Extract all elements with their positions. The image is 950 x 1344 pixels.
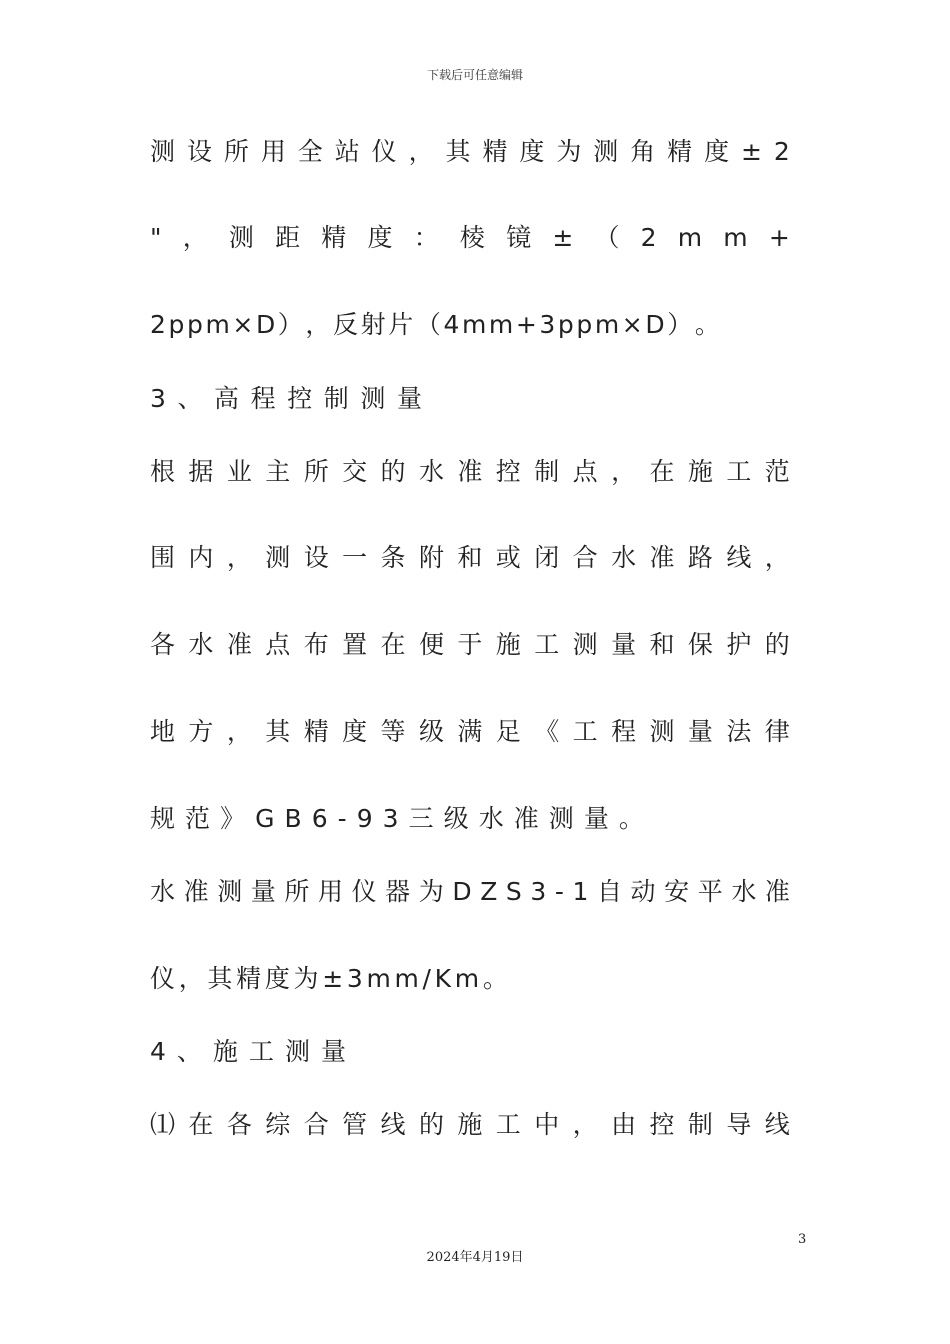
paragraph-line: 仪 ， 其 精 度 为 ± 3 m m / K m 。 bbox=[150, 964, 508, 993]
paragraph-line: 2 p p m × D ） ， 反 射 片 （ 4 m m + 3 p p m × D ） 。 bbox=[150, 310, 720, 339]
paragraph-line: 根 据 业 主 所 交 的 水 准 控 制 点 ， 在 施 工 范 bbox=[150, 457, 790, 486]
section-heading: 4 、 施 工 测 量 bbox=[150, 1037, 346, 1066]
paragraph-line: 水 准 测 量 所 用 仪 器 为 D Z S 3 - 1 自 动 安 平 水 准 bbox=[150, 877, 790, 906]
section-heading: 3 、 高 程 控 制 测 量 bbox=[150, 384, 422, 413]
page-header: 下载后可任意编辑 bbox=[426, 68, 523, 82]
paragraph-line: 地 方 ， 其 精 度 等 级 满 足 《 工 程 测 量 法 律 bbox=[150, 717, 790, 746]
paragraph-line: ⑴ 在 各 综 合 管 线 的 施 工 中 ， 由 控 制 导 线 bbox=[150, 1110, 790, 1139]
page-number: 3 bbox=[798, 1232, 807, 1247]
paragraph-line: " ， 测 距 精 度 ： 棱 镜 ± （ 2 m m + bbox=[150, 223, 790, 252]
page-footer-date: 2024年4月19日 bbox=[426, 1250, 524, 1265]
paragraph-line: 各 水 准 点 布 置 在 便 于 施 工 测 量 和 保 护 的 bbox=[150, 630, 790, 659]
paragraph-line: 规 范 》 G B 6 - 9 3 三 级 水 准 测 量 。 bbox=[150, 804, 644, 833]
paragraph-line: 测 设 所 用 全 站 仪 ， 其 精 度 为 测 角 精 度 ± 2 bbox=[150, 137, 790, 166]
paragraph-line: 围 内 ， 测 设 一 条 附 和 或 闭 合 水 准 路 线 ， bbox=[150, 543, 790, 572]
